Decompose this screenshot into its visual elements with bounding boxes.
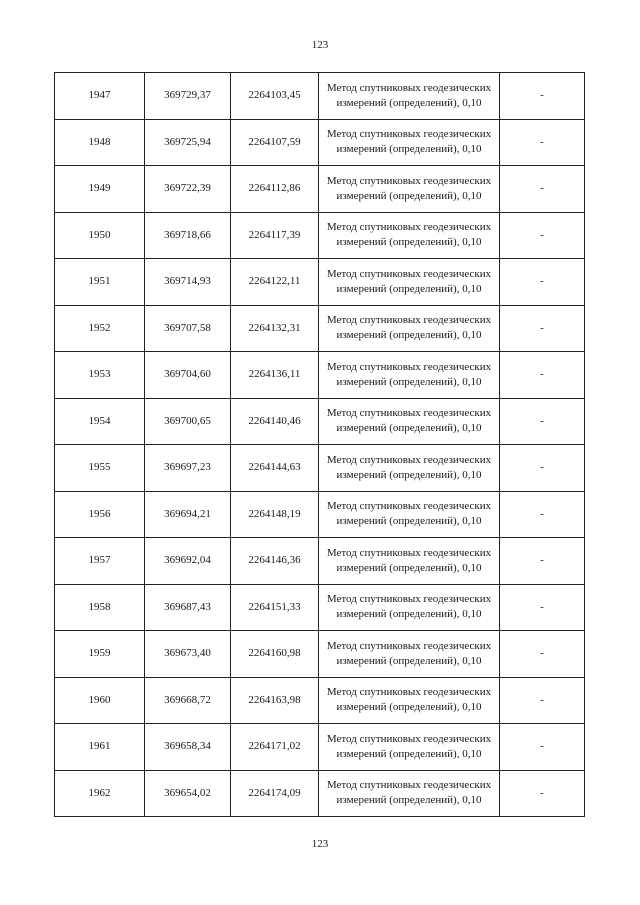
x-coordinate-cell: 369729,37 [145, 73, 231, 120]
x-coordinate-cell: 369673,40 [145, 631, 231, 678]
point-number-cell: 1961 [55, 724, 145, 771]
note-cell: - [500, 305, 585, 352]
table-row [55, 584, 585, 631]
point-number-cell: 1953 [55, 352, 145, 399]
point-number-cell: 1949 [55, 166, 145, 213]
method-text: Метод спутниковых геодезических измерений (определений), 0,10 [326, 546, 492, 574]
method-text: Метод спутниковых геодезических измерений (определений), 0,10 [326, 779, 492, 807]
method-accuracy-cell [319, 398, 500, 445]
table-row [55, 305, 585, 352]
note-cell: - [500, 212, 585, 259]
point-number-cell: 1947 [55, 73, 145, 120]
note-cell: - [500, 259, 585, 306]
method-text: Метод спутниковых геодезических измерений (определений), 0,10 [326, 314, 492, 342]
note-cell: - [500, 770, 585, 817]
table-row [55, 538, 585, 585]
method-text: Метод спутниковых геодезических измерений (определений), 0,10 [326, 453, 492, 481]
method-accuracy-cell [319, 73, 500, 120]
y-coordinate-cell: 2264136,11 [231, 352, 319, 399]
point-number-cell: 1950 [55, 212, 145, 259]
method-text: Метод спутниковых геодезических измерений (определений), 0,10 [326, 732, 492, 760]
y-coordinate-cell: 2264151,33 [231, 584, 319, 631]
y-coordinate-cell: 2264122,11 [231, 259, 319, 306]
method-text: Метод спутниковых геодезических измерений (определений), 0,10 [326, 81, 492, 109]
x-coordinate-cell: 369714,93 [145, 259, 231, 306]
note-cell: - [500, 73, 585, 120]
x-coordinate-cell: 369697,23 [145, 445, 231, 492]
method-accuracy-cell [319, 584, 500, 631]
method-accuracy-cell [319, 538, 500, 585]
note-cell: - [500, 724, 585, 771]
table-row [55, 398, 585, 445]
method-accuracy-cell [319, 677, 500, 724]
y-coordinate-cell: 2264148,19 [231, 491, 319, 538]
method-text: Метод спутниковых геодезических измерений (определений), 0,10 [326, 360, 492, 388]
note-cell: - [500, 445, 585, 492]
method-accuracy-cell [319, 352, 500, 399]
table-row [55, 166, 585, 213]
y-coordinate-cell: 2264144,63 [231, 445, 319, 492]
method-accuracy-cell [319, 259, 500, 306]
note-cell: - [500, 398, 585, 445]
y-coordinate-cell: 2264132,31 [231, 305, 319, 352]
note-cell: - [500, 352, 585, 399]
point-number-cell: 1960 [55, 677, 145, 724]
table-row [55, 212, 585, 259]
x-coordinate-cell: 369692,04 [145, 538, 231, 585]
table-row [55, 724, 585, 771]
x-coordinate-cell: 369668,72 [145, 677, 231, 724]
y-coordinate-cell: 2264103,45 [231, 73, 319, 120]
method-accuracy-cell [319, 770, 500, 817]
point-number-cell: 1948 [55, 119, 145, 166]
note-cell: - [500, 166, 585, 213]
x-coordinate-cell: 369707,58 [145, 305, 231, 352]
table-row [55, 352, 585, 399]
method-text: Метод спутниковых геодезических измерений (определений), 0,10 [326, 174, 492, 202]
point-number-cell: 1954 [55, 398, 145, 445]
table-row [55, 259, 585, 306]
method-accuracy-cell [319, 166, 500, 213]
table-row [55, 770, 585, 817]
method-accuracy-cell [319, 445, 500, 492]
y-coordinate-cell: 2264160,98 [231, 631, 319, 678]
point-number-cell: 1962 [55, 770, 145, 817]
method-text: Метод спутниковых геодезических измерений (определений), 0,10 [326, 500, 492, 528]
x-coordinate-cell: 369694,21 [145, 491, 231, 538]
method-accuracy-cell [319, 305, 500, 352]
method-accuracy-cell [319, 491, 500, 538]
page-number-top: 123 [311, 39, 329, 51]
table-row [55, 445, 585, 492]
point-number-cell: 1956 [55, 491, 145, 538]
note-cell: - [500, 584, 585, 631]
y-coordinate-cell: 2264117,39 [231, 212, 319, 259]
point-number-cell: 1955 [55, 445, 145, 492]
x-coordinate-cell: 369654,02 [145, 770, 231, 817]
point-number-cell: 1957 [55, 538, 145, 585]
method-accuracy-cell [319, 631, 500, 678]
point-number-cell: 1959 [55, 631, 145, 678]
y-coordinate-cell: 2264107,59 [231, 119, 319, 166]
method-text: Метод спутниковых геодезических измерений (определений), 0,10 [326, 593, 492, 621]
y-coordinate-cell: 2264140,46 [231, 398, 319, 445]
y-coordinate-cell: 2264146,36 [231, 538, 319, 585]
point-number-cell: 1952 [55, 305, 145, 352]
method-text: Метод спутниковых геодезических измерений (определений), 0,10 [326, 128, 492, 156]
note-cell: - [500, 631, 585, 678]
method-text: Метод спутниковых геодезических измерений (определений), 0,10 [326, 221, 492, 249]
y-coordinate-cell: 2264112,86 [231, 166, 319, 213]
table-row [55, 677, 585, 724]
note-cell: - [500, 119, 585, 166]
method-text: Метод спутниковых геодезических измерений (определений), 0,10 [326, 407, 492, 435]
note-cell: - [500, 491, 585, 538]
x-coordinate-cell: 369704,60 [145, 352, 231, 399]
method-accuracy-cell [319, 119, 500, 166]
x-coordinate-cell: 369658,34 [145, 724, 231, 771]
method-accuracy-cell [319, 212, 500, 259]
table-row [55, 119, 585, 166]
table-row [55, 491, 585, 538]
y-coordinate-cell: 2264174,09 [231, 770, 319, 817]
x-coordinate-cell: 369725,94 [145, 119, 231, 166]
table-row [55, 631, 585, 678]
coordinates-table [54, 72, 585, 817]
table-row [55, 73, 585, 120]
coordinates-table-body [55, 73, 585, 817]
x-coordinate-cell: 369718,66 [145, 212, 231, 259]
note-cell: - [500, 677, 585, 724]
x-coordinate-cell: 369687,43 [145, 584, 231, 631]
method-text: Метод спутниковых геодезических измерений (определений), 0,10 [326, 686, 492, 714]
point-number-cell: 1958 [55, 584, 145, 631]
y-coordinate-cell: 2264163,98 [231, 677, 319, 724]
x-coordinate-cell: 369700,65 [145, 398, 231, 445]
x-coordinate-cell: 369722,39 [145, 166, 231, 213]
page-number-bottom: 123 [311, 838, 329, 850]
method-accuracy-cell [319, 724, 500, 771]
note-cell: - [500, 538, 585, 585]
method-text: Метод спутниковых геодезических измерений (определений), 0,10 [326, 267, 492, 295]
method-text: Метод спутниковых геодезических измерений (определений), 0,10 [326, 639, 492, 667]
point-number-cell: 1951 [55, 259, 145, 306]
y-coordinate-cell: 2264171,02 [231, 724, 319, 771]
